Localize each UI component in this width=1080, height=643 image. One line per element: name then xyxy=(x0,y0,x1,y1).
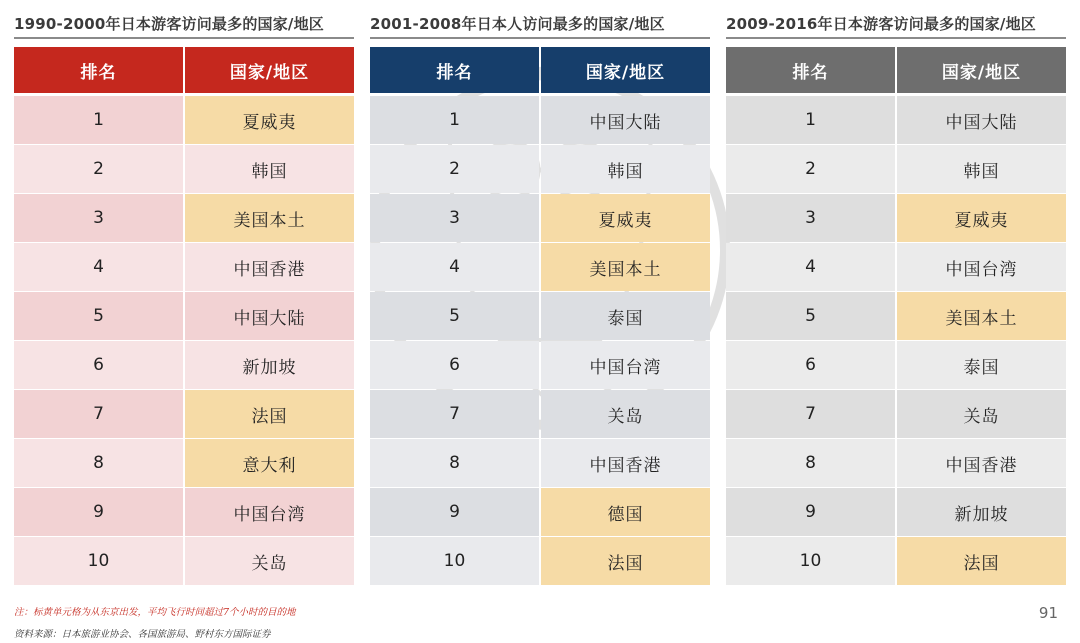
place-cell: 新加坡 xyxy=(897,488,1066,536)
table-row xyxy=(726,145,1066,193)
place-cell: 中国香港 xyxy=(541,439,710,487)
table-row xyxy=(726,390,1066,438)
table-row xyxy=(370,488,710,536)
panel-title: 2009-2016年日本游客访问最多的国家/地区 xyxy=(726,15,1037,33)
table-row xyxy=(14,194,354,242)
place-cell: 中国香港 xyxy=(897,439,1066,487)
rank-cell: 2 xyxy=(14,145,183,193)
place-cell-highlighted: 法国 xyxy=(185,390,354,438)
table-row xyxy=(370,390,710,438)
place-cell: 关岛 xyxy=(185,537,354,585)
table-row xyxy=(14,145,354,193)
table-row xyxy=(726,96,1066,144)
table-row xyxy=(726,439,1066,487)
table-row xyxy=(14,537,354,585)
rank-cell: 5 xyxy=(370,292,539,340)
table-row xyxy=(370,96,710,144)
table-row xyxy=(14,390,354,438)
rank-cell: 4 xyxy=(14,243,183,291)
panel-title: 2001-2008年日本人访问最多的国家/地区 xyxy=(370,15,665,33)
rank-cell: 2 xyxy=(726,145,895,193)
header-place: 国家/地区 xyxy=(541,47,710,93)
ranking-table xyxy=(14,47,354,586)
place-cell: 中国台湾 xyxy=(541,341,710,389)
title-divider xyxy=(14,37,354,39)
table-row xyxy=(14,439,354,487)
rank-cell: 7 xyxy=(370,390,539,438)
ranking-table xyxy=(726,47,1066,586)
place-cell-highlighted: 法国 xyxy=(897,537,1066,585)
place-cell: 中国台湾 xyxy=(185,488,354,536)
place-cell-highlighted: 美国本土 xyxy=(897,292,1066,340)
place-cell-highlighted: 夏威夷 xyxy=(897,194,1066,242)
rank-cell: 4 xyxy=(370,243,539,291)
place-cell: 中国香港 xyxy=(185,243,354,291)
rank-cell: 8 xyxy=(370,439,539,487)
table-row xyxy=(370,439,710,487)
table-row xyxy=(14,341,354,389)
rank-cell: 3 xyxy=(14,194,183,242)
place-cell: 新加坡 xyxy=(185,341,354,389)
rank-cell: 10 xyxy=(14,537,183,585)
rank-cell: 1 xyxy=(726,96,895,144)
table-header-row xyxy=(370,47,710,93)
title-divider xyxy=(370,37,710,39)
table-row xyxy=(370,194,710,242)
place-cell-highlighted: 法国 xyxy=(541,537,710,585)
highlight-footnote: 注：标黄单元格为从东京出发，平均飞行时间超过7个小时的目的地 xyxy=(14,607,296,618)
rank-cell: 7 xyxy=(14,390,183,438)
rank-cell: 10 xyxy=(370,537,539,585)
place-cell: 中国大陆 xyxy=(541,96,710,144)
rank-cell: 2 xyxy=(370,145,539,193)
header-rank: 排名 xyxy=(14,47,183,93)
rank-cell: 9 xyxy=(14,488,183,536)
table-row xyxy=(726,341,1066,389)
place-cell: 韩国 xyxy=(897,145,1066,193)
place-cell: 韩国 xyxy=(541,145,710,193)
table-row xyxy=(726,194,1066,242)
place-cell: 韩国 xyxy=(185,145,354,193)
page-number: 91 xyxy=(1038,604,1058,622)
table-row xyxy=(370,292,710,340)
header-rank: 排名 xyxy=(726,47,895,93)
place-cell: 泰国 xyxy=(897,341,1066,389)
table-row xyxy=(14,243,354,291)
rank-cell: 4 xyxy=(726,243,895,291)
table-row xyxy=(14,292,354,340)
title-divider xyxy=(726,37,1066,39)
source-footnote: 资料来源：日本旅游业协会、各国旅游局、野村东方国际证券 xyxy=(14,629,271,640)
header-rank: 排名 xyxy=(370,47,539,93)
table-row xyxy=(726,537,1066,585)
panel-title: 1990-2000年日本游客访问最多的国家/地区 xyxy=(14,15,325,33)
rank-cell: 3 xyxy=(726,194,895,242)
rank-cell: 8 xyxy=(726,439,895,487)
rank-cell: 6 xyxy=(370,341,539,389)
table-header-row xyxy=(726,47,1066,93)
table-row xyxy=(370,537,710,585)
place-cell-highlighted: 意大利 xyxy=(185,439,354,487)
rank-cell: 7 xyxy=(726,390,895,438)
place-cell: 关岛 xyxy=(897,390,1066,438)
place-cell-highlighted: 美国本土 xyxy=(185,194,354,242)
rank-cell: 5 xyxy=(726,292,895,340)
table-row xyxy=(370,145,710,193)
table-row xyxy=(370,341,710,389)
rank-cell: 10 xyxy=(726,537,895,585)
table-row xyxy=(370,243,710,291)
header-place: 国家/地区 xyxy=(897,47,1066,93)
rank-cell: 6 xyxy=(726,341,895,389)
place-cell: 关岛 xyxy=(541,390,710,438)
place-cell-highlighted: 美国本土 xyxy=(541,243,710,291)
place-cell: 中国大陆 xyxy=(897,96,1066,144)
rank-cell: 1 xyxy=(370,96,539,144)
table-row xyxy=(14,96,354,144)
table-row xyxy=(726,488,1066,536)
table-row xyxy=(726,243,1066,291)
table-row xyxy=(14,488,354,536)
rank-cell: 1 xyxy=(14,96,183,144)
rank-cell: 9 xyxy=(370,488,539,536)
place-cell-highlighted: 夏威夷 xyxy=(541,194,710,242)
rank-cell: 8 xyxy=(14,439,183,487)
place-cell-highlighted: 德国 xyxy=(541,488,710,536)
table-header-row xyxy=(14,47,354,93)
table-row xyxy=(726,292,1066,340)
place-cell: 中国大陆 xyxy=(185,292,354,340)
header-place: 国家/地区 xyxy=(185,47,354,93)
place-cell: 泰国 xyxy=(541,292,710,340)
rank-cell: 5 xyxy=(14,292,183,340)
place-cell-highlighted: 夏威夷 xyxy=(185,96,354,144)
rank-cell: 9 xyxy=(726,488,895,536)
rank-cell: 6 xyxy=(14,341,183,389)
ranking-table xyxy=(370,47,710,586)
place-cell: 中国台湾 xyxy=(897,243,1066,291)
rank-cell: 3 xyxy=(370,194,539,242)
